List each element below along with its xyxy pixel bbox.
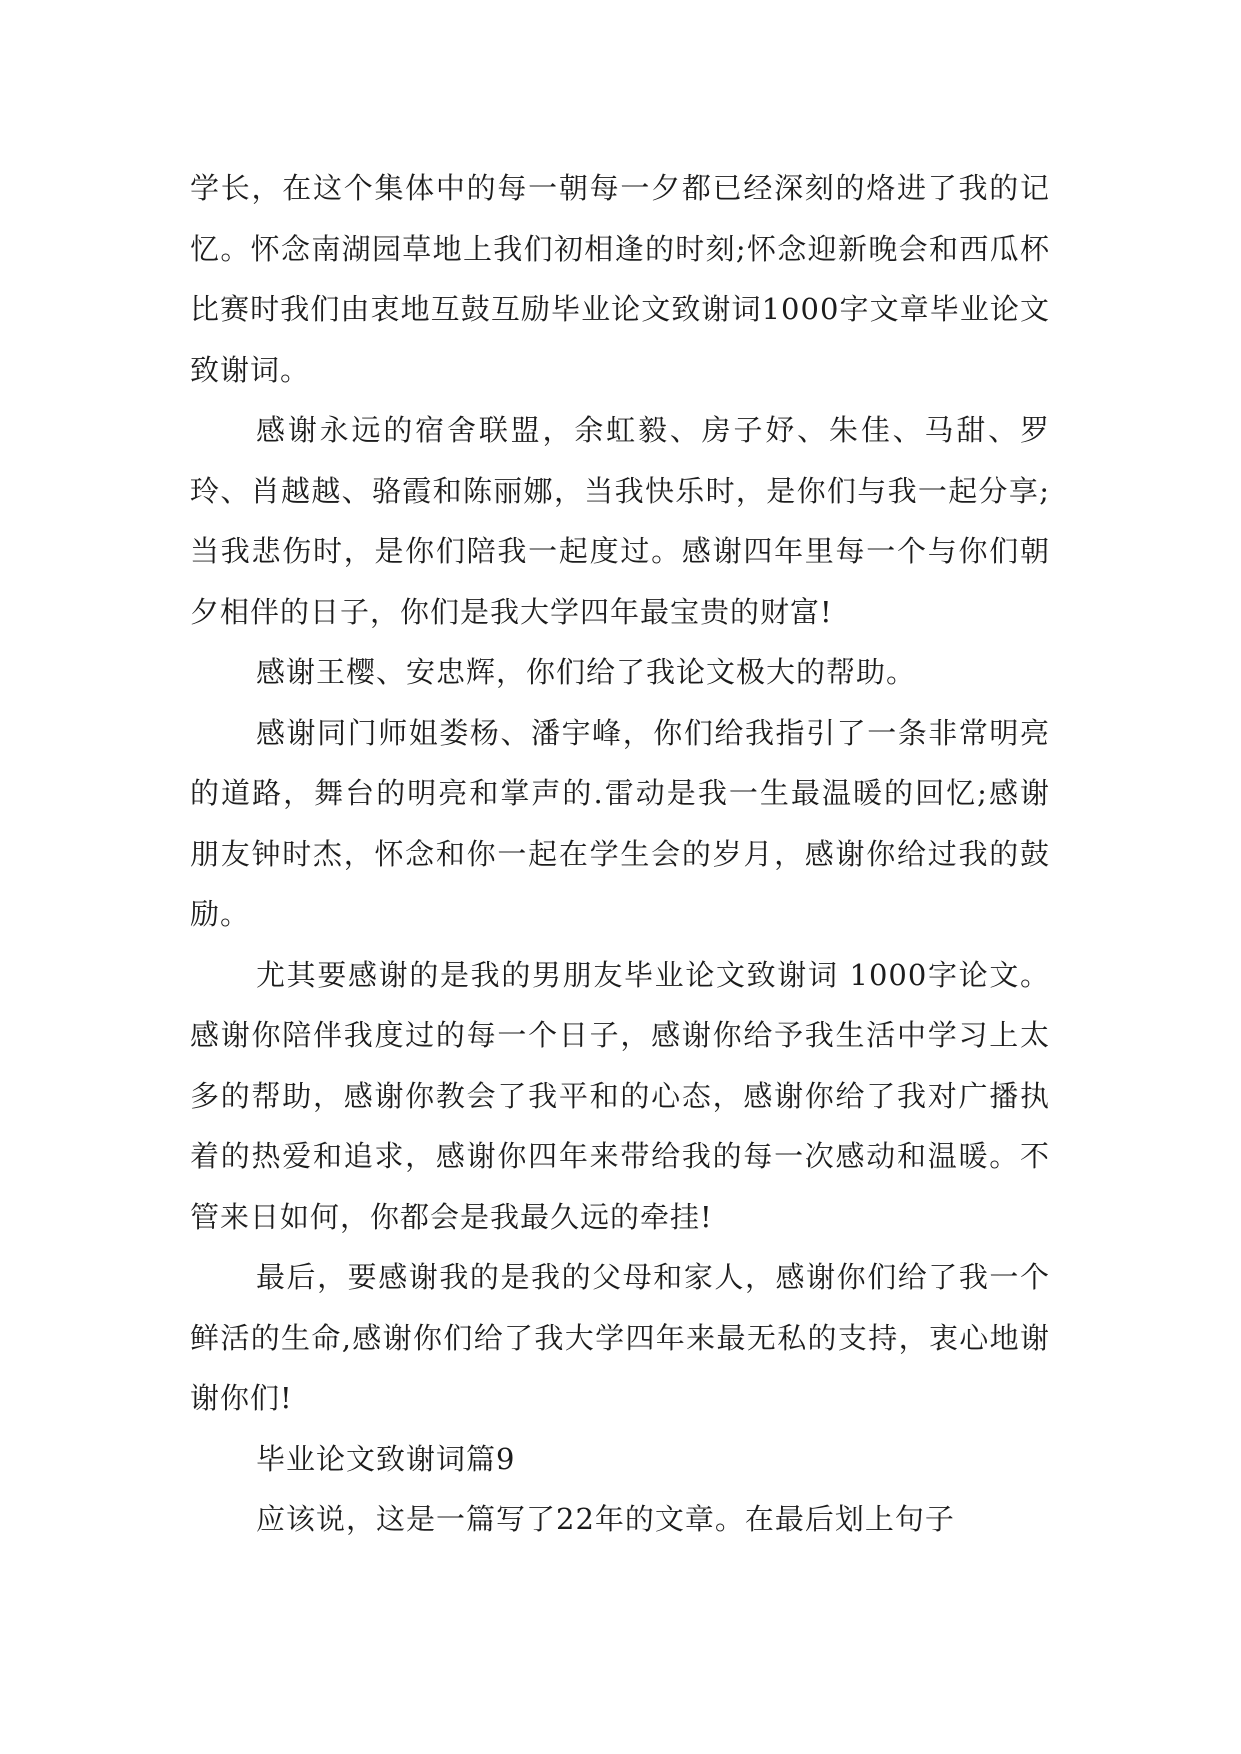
paragraph-classmates-memory: 学长，在这个集体中的每一朝每一夕都已经深刻的烙进了我的记忆。怀念南湖园草地上我们初相逢的时刻;怀念迎新晚会和西瓜杯比赛时我们由衷地互鼓互励毕业论文致谢词1000字文章毕业论文致谢词。 <box>190 171 1050 387</box>
paragraph-family: 最后，要感谢我的是我的父母和家人，感谢你们给了我一个鲜活的生命,感谢你们给了我大学四年来最无私的支持，衷心地谢谢你们! <box>190 1260 1050 1415</box>
section-heading: 毕业论文致谢词篇9 <box>256 1441 516 1476</box>
paragraph-boyfriend: 尤其要感谢的是我的男朋友毕业论文致谢词 1000字论文。感谢你陪伴我度过的每一个日子，感谢你给予我生活中学习上太多的帮助，感谢你教会了我平和的心态，感谢你给了我对广播执着的热爱和追求，感谢你四年来带给我的每一次感动和温暖。不管来日如何，你都会是我最久远的牵挂! <box>190 957 1050 1234</box>
paragraph-dorm-alliance: 感谢永远的宿舍联盟，余虹毅、房子妤、朱佳、马甜、罗玲、肖越越、骆霞和陈丽娜，当我快乐时，是你们与我一起分享;当我悲伤时，是你们陪我一起度过。感谢四年里每一个与你们朝夕相伴的日子，你们是我大学四年最宝贵的财富! <box>190 413 1050 629</box>
paragraph-intro-22-years: 应该说，这是一篇写了22年的文章。在最后划上句子 <box>256 1502 955 1536</box>
document-body <box>190 158 1050 1550</box>
paragraph-senior-sisters: 感谢同门师姐娄杨、潘宇峰，你们给我指引了一条非常明亮的道路，舞台的明亮和掌声的.雷动是我一生最温暖的回忆;感谢朋友钟时杰，怀念和你一起在学生会的岁月，感谢你给过我的鼓励。 <box>190 715 1050 931</box>
paragraph-thesis-help: 感谢王樱、安忠辉，你们给了我论文极大的帮助。 <box>256 655 917 689</box>
